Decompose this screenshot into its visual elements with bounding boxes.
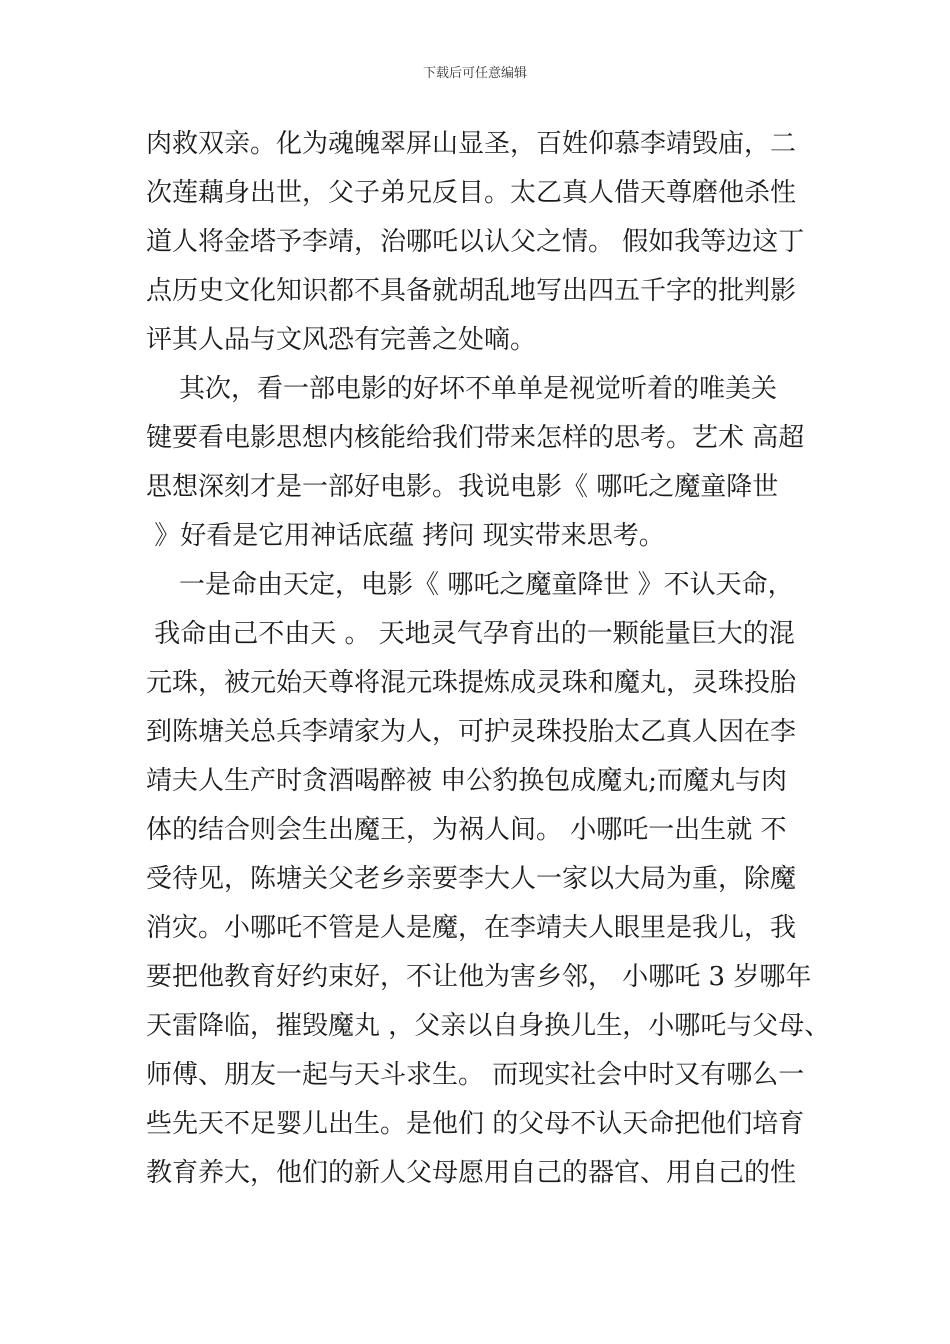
text-line: 消灾。小哪吒不管是人是魔，在李靖夫人眼里是我儿，我	[146, 913, 797, 943]
document-body	[146, 120, 846, 1198]
text-line: 肉救双亲。化为魂魄翠屏山显圣，百姓仰慕李靖毁庙，二	[146, 129, 797, 159]
text-line: 到陈塘关总兵李靖家为人，可护灵珠投胎太乙真人因在李	[146, 717, 797, 747]
text-line: 师傅、朋友一起与天斗求生。 而现实社会中时又有哪么一	[146, 1060, 805, 1090]
text-line: 次莲藕身出世，父子弟兄反目。太乙真人借天尊磨他杀性	[146, 178, 797, 208]
text-line: 天雷降临，摧毁魔丸 ，父亲以自身换儿生，小哪吒与父母、	[146, 1011, 831, 1041]
text-line: 评其人品与文风恐有完善之处嘀。	[146, 325, 537, 355]
text-line: 点历史文化知识都不具备就胡乱地写出四五千字的批判影	[146, 276, 797, 306]
text-line: 元珠，被元始天尊将混元珠提炼成灵珠和魔丸，灵珠投胎	[146, 668, 797, 698]
text-line: 一是命由天定，电影《 哪吒之魔童降世 》不认天命，	[146, 570, 794, 600]
page-header: 下载后可任意编辑	[422, 66, 527, 81]
text-line: 道人将金塔予李靖，治哪吒以认父之情。 假如我等边这丁	[146, 227, 805, 257]
text-line: 教育养大，他们的新人父母愿用自己的器官、用自己的性	[146, 1158, 797, 1188]
text-line: 键要看电影思想内核能给我们带来怎样的思考。艺术 高超	[146, 423, 805, 453]
text-line: 思想深刻才是一部好电影。我说电影《 哪吒之魔童降世	[146, 472, 779, 502]
text-line: 》好看是它用神话底蕴 拷问 现实带来思考。	[146, 521, 665, 551]
text-line: 体的结合则会生出魔王，为祸人间。 小哪吒一出生就 不	[146, 815, 787, 845]
text-line: 要把他教育好约束好，不让他为害乡邻， 小哪吒 3 岁哪年	[146, 962, 812, 992]
text-line: 些先天不足婴儿出生。是他们 的父母不认天命把他们培育	[146, 1109, 805, 1139]
text-line: 其次，看一部电影的好坏不单单是视觉听着的唯美关	[146, 374, 778, 404]
text-line: 我命由己不由天 。 天地灵气孕育出的一颗能量巨大的混	[146, 619, 795, 649]
text-line: 靖夫人生产时贪酒喝醉被 申公豹换包成魔丸;而魔丸与肉	[146, 766, 788, 796]
text-line: 受待见，陈塘关父老乡亲要李大人一家以大局为重，除魔	[146, 864, 797, 894]
